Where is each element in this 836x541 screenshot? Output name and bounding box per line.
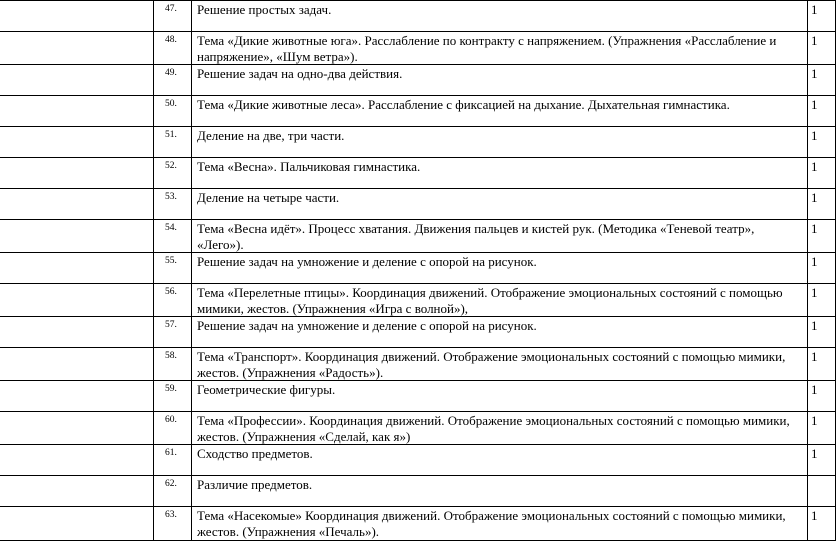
lesson-hours: 1 xyxy=(808,189,836,220)
lesson-hours: 1 xyxy=(808,348,836,381)
empty-cell xyxy=(0,158,154,189)
table-row xyxy=(0,65,836,96)
lesson-topic: Тема «Дикие животные юга». Расслабление по контракту с напряжением. (Упражнения «Расслабление и напряжение», «Шум ветра»). xyxy=(192,32,808,65)
lesson-hours: 1 xyxy=(808,284,836,317)
empty-cell xyxy=(0,189,154,220)
lesson-topic: Тема «Дикие животные леса». Расслабление с фиксацией на дыхание. Дыхательная гимнастика. xyxy=(192,96,808,127)
lesson-number: 50. xyxy=(154,96,192,127)
lesson-hours: 1 xyxy=(808,381,836,412)
empty-cell xyxy=(0,96,154,127)
empty-cell xyxy=(0,253,154,284)
lesson-number: 56. xyxy=(154,284,192,317)
lesson-number: 60. xyxy=(154,412,192,445)
table-row xyxy=(0,507,836,541)
lesson-topic: Решение задач на одно-два действия. xyxy=(192,65,808,96)
lesson-number: 55. xyxy=(154,253,192,284)
lesson-hours: 1 xyxy=(808,220,836,253)
lesson-topic: Тема «Профессии». Координация движений. Отображение эмоциональных состояний с помощью мимики, жестов. (Упражнения «Сделай, как я») xyxy=(192,412,808,445)
lesson-hours: 1 xyxy=(808,507,836,541)
lesson-hours: 1 xyxy=(808,445,836,476)
table-body xyxy=(0,1,836,541)
lesson-number: 52. xyxy=(154,158,192,189)
table-row xyxy=(0,32,836,65)
lesson-topic: Тема «Насекомые» Координация движений. Отображение эмоциональных состояний с помощью мимики, жестов. (Упражнения «Печаль»). xyxy=(192,507,808,541)
lesson-hours: 1 xyxy=(808,65,836,96)
lesson-topic: Решение задач на умножение и деление с опорой на рисунок. xyxy=(192,253,808,284)
empty-cell xyxy=(0,65,154,96)
lesson-topic: Деление на четыре части. xyxy=(192,189,808,220)
table-row xyxy=(0,317,836,348)
table-row xyxy=(0,381,836,412)
lesson-number: 57. xyxy=(154,317,192,348)
lesson-number: 51. xyxy=(154,127,192,158)
table-row xyxy=(0,189,836,220)
table-row xyxy=(0,445,836,476)
empty-cell xyxy=(0,348,154,381)
table-row xyxy=(0,127,836,158)
empty-cell xyxy=(0,445,154,476)
table-row xyxy=(0,1,836,32)
lesson-topic: Тема «Транспорт». Координация движений. Отображение эмоциональных состояний с помощью мимики, жестов. (Упражнения «Радость»). xyxy=(192,348,808,381)
lesson-hours xyxy=(808,476,836,507)
empty-cell xyxy=(0,412,154,445)
lesson-hours: 1 xyxy=(808,253,836,284)
lesson-topic: Тема «Перелетные птицы». Координация движений. Отображение эмоциональных состояний с помощью мимики, жестов. (Упражнения «Игра с волной»), xyxy=(192,284,808,317)
lesson-topic: Решение задач на умножение и деление с опорой на рисунок. xyxy=(192,317,808,348)
empty-cell xyxy=(0,284,154,317)
table-row xyxy=(0,412,836,445)
empty-cell xyxy=(0,32,154,65)
lesson-number: 48. xyxy=(154,32,192,65)
lesson-number: 62. xyxy=(154,476,192,507)
lesson-number: 49. xyxy=(154,65,192,96)
table-row xyxy=(0,284,836,317)
table-row xyxy=(0,476,836,507)
lesson-number: 59. xyxy=(154,381,192,412)
empty-cell xyxy=(0,507,154,541)
lesson-hours: 1 xyxy=(808,127,836,158)
empty-cell xyxy=(0,317,154,348)
table-row xyxy=(0,220,836,253)
table-row xyxy=(0,96,836,127)
lesson-topic: Деление на две, три части. xyxy=(192,127,808,158)
lesson-number: 61. xyxy=(154,445,192,476)
empty-cell xyxy=(0,476,154,507)
lesson-number: 63. xyxy=(154,507,192,541)
empty-cell xyxy=(0,220,154,253)
lesson-number: 58. xyxy=(154,348,192,381)
lesson-hours: 1 xyxy=(808,1,836,32)
lesson-number: 54. xyxy=(154,220,192,253)
table-row xyxy=(0,253,836,284)
empty-cell xyxy=(0,127,154,158)
lesson-topic: Тема «Весна». Пальчиковая гимнастика. xyxy=(192,158,808,189)
lesson-hours: 1 xyxy=(808,32,836,65)
table-row xyxy=(0,158,836,189)
empty-cell xyxy=(0,1,154,32)
lesson-hours: 1 xyxy=(808,158,836,189)
lesson-hours: 1 xyxy=(808,412,836,445)
table-row xyxy=(0,348,836,381)
lesson-number: 53. xyxy=(154,189,192,220)
lesson-hours: 1 xyxy=(808,96,836,127)
lesson-topic: Геометрические фигуры. xyxy=(192,381,808,412)
lesson-topic: Решение простых задач. xyxy=(192,1,808,32)
lesson-topic: Тема «Весна идёт». Процесс хватания. Движения пальцев и кистей рук. (Методика «Теневой театр», «Лего»). xyxy=(192,220,808,253)
empty-cell xyxy=(0,381,154,412)
lesson-hours: 1 xyxy=(808,317,836,348)
lesson-topic: Различие предметов. xyxy=(192,476,808,507)
lesson-number: 47. xyxy=(154,1,192,32)
lesson-topic: Сходство предметов. xyxy=(192,445,808,476)
